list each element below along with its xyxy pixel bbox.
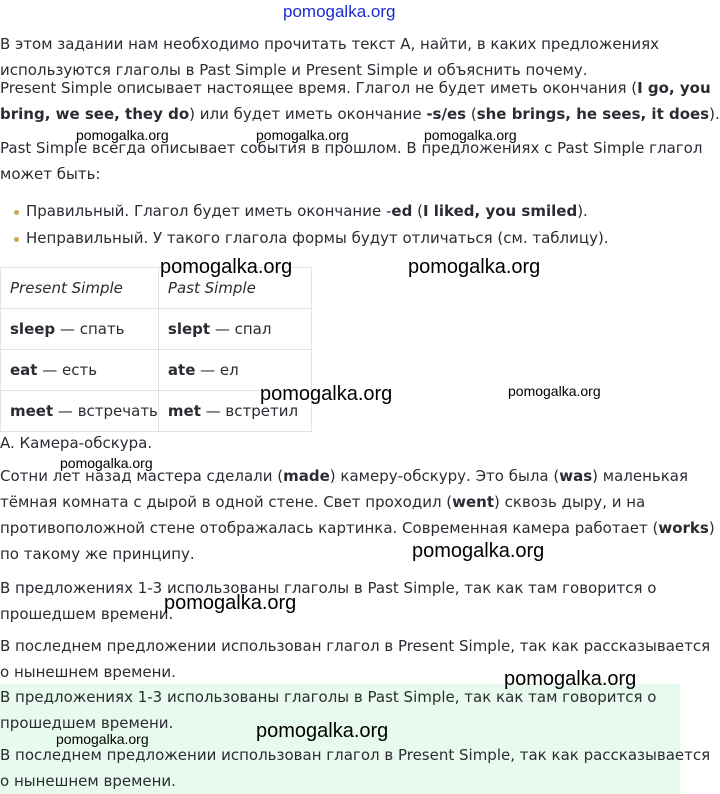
watermark: pomogalka.org — [256, 720, 389, 742]
table-cell: met — встретил — [158, 391, 311, 432]
bullet-irregular: Неправильный. У такого глагола формы будут отличаться (см. таблицу). — [26, 229, 609, 247]
text-a-line-1: Сотни лет назад мастера сделали (made) камеру-обскуру. Это была (was) маленькая — [0, 467, 689, 485]
watermark: pomogalka.org — [56, 731, 149, 747]
table-row — [1, 309, 312, 350]
watermark: pomogalka.org — [504, 668, 637, 690]
table-header: Past Simple — [158, 268, 311, 309]
intro-line-1: В этом задании нам необходимо прочитать текст A, найти, в каких предложениях — [0, 35, 660, 53]
bullet-dot — [14, 210, 19, 215]
table-cell: slept — спал — [158, 309, 311, 350]
conclusion-present-line-2: о нынешнем времени. — [0, 663, 176, 681]
conclusion-past-line-2: прошедшем времени. — [0, 605, 174, 623]
present-rule-line-1: Present Simple описывает настоящее время. Глагол не будет иметь окончания (I go, you — [0, 79, 711, 97]
watermark: pomogalka.org — [508, 383, 601, 399]
conclusion-present-line-1: В последнем предложении использован глагол в Present Simple, так как рассказывается — [0, 637, 711, 655]
answer-present-line-1: В последнем предложении использован глагол в Present Simple, так как рассказывается — [0, 746, 711, 764]
table-header: Present Simple — [1, 268, 159, 309]
watermark: pomogalka.org — [76, 127, 169, 143]
text-a-title: A. Камера-обскура. — [0, 434, 153, 452]
watermark: pomogalka.org — [412, 540, 545, 562]
past-rule-line-1: Past Simple всегда описывает события в прошлом. В предложениях с Past Simple глагол — [0, 139, 703, 157]
answer-past-line-1: В предложениях 1-3 использованы глаголы в Past Simple, так как там говорится о — [0, 688, 657, 706]
watermark: pomogalka.org — [60, 455, 153, 471]
answer-past-line-2: прошедшем времени. — [0, 714, 174, 732]
site-link[interactable]: pomogalka.org — [283, 2, 396, 21]
watermark: pomogalka.org — [260, 383, 393, 405]
intro-line-2: используются глаголы в Past Simple и Present Simple и объяснить почему. — [0, 61, 588, 79]
watermark: pomogalka.org — [164, 592, 297, 614]
text-a-line-4: по такому же принципу. — [0, 545, 195, 563]
watermark: pomogalka.org — [424, 127, 517, 143]
answer-present-line-2: о нынешнем времени. — [0, 772, 176, 790]
watermark: pomogalka.org — [408, 256, 541, 278]
text-a-line-3: противоположной стене отображалась картинка. Современная камера работает (works) — [0, 519, 715, 537]
watermark: pomogalka.org — [256, 127, 349, 143]
text-a-line-2: тёмная комната с дырой в одной стене. Свет проходил (went) сквозь дыру, и на — [0, 493, 646, 511]
table-cell: ate — ел — [158, 350, 311, 391]
verb-table — [0, 267, 312, 432]
table-cell: eat — есть — [1, 350, 159, 391]
present-rule-line-2: bring, we see, they do) или будет иметь окончание -s/es (she brings, he sees, it does). — [0, 105, 720, 123]
conclusion-past-line-1: В предложениях 1-3 использованы глаголы в Past Simple, так как там говорится о — [0, 579, 657, 597]
bullet-dot — [14, 237, 19, 242]
watermark: pomogalka.org — [160, 256, 293, 278]
past-rule-line-2: может быть: — [0, 165, 101, 183]
table-cell: meet — встречать — [1, 391, 159, 432]
table-cell: sleep — спать — [1, 309, 159, 350]
bullet-regular: Правильный. Глагол будет иметь окончание -ed (I liked, you smiled). — [26, 202, 588, 220]
